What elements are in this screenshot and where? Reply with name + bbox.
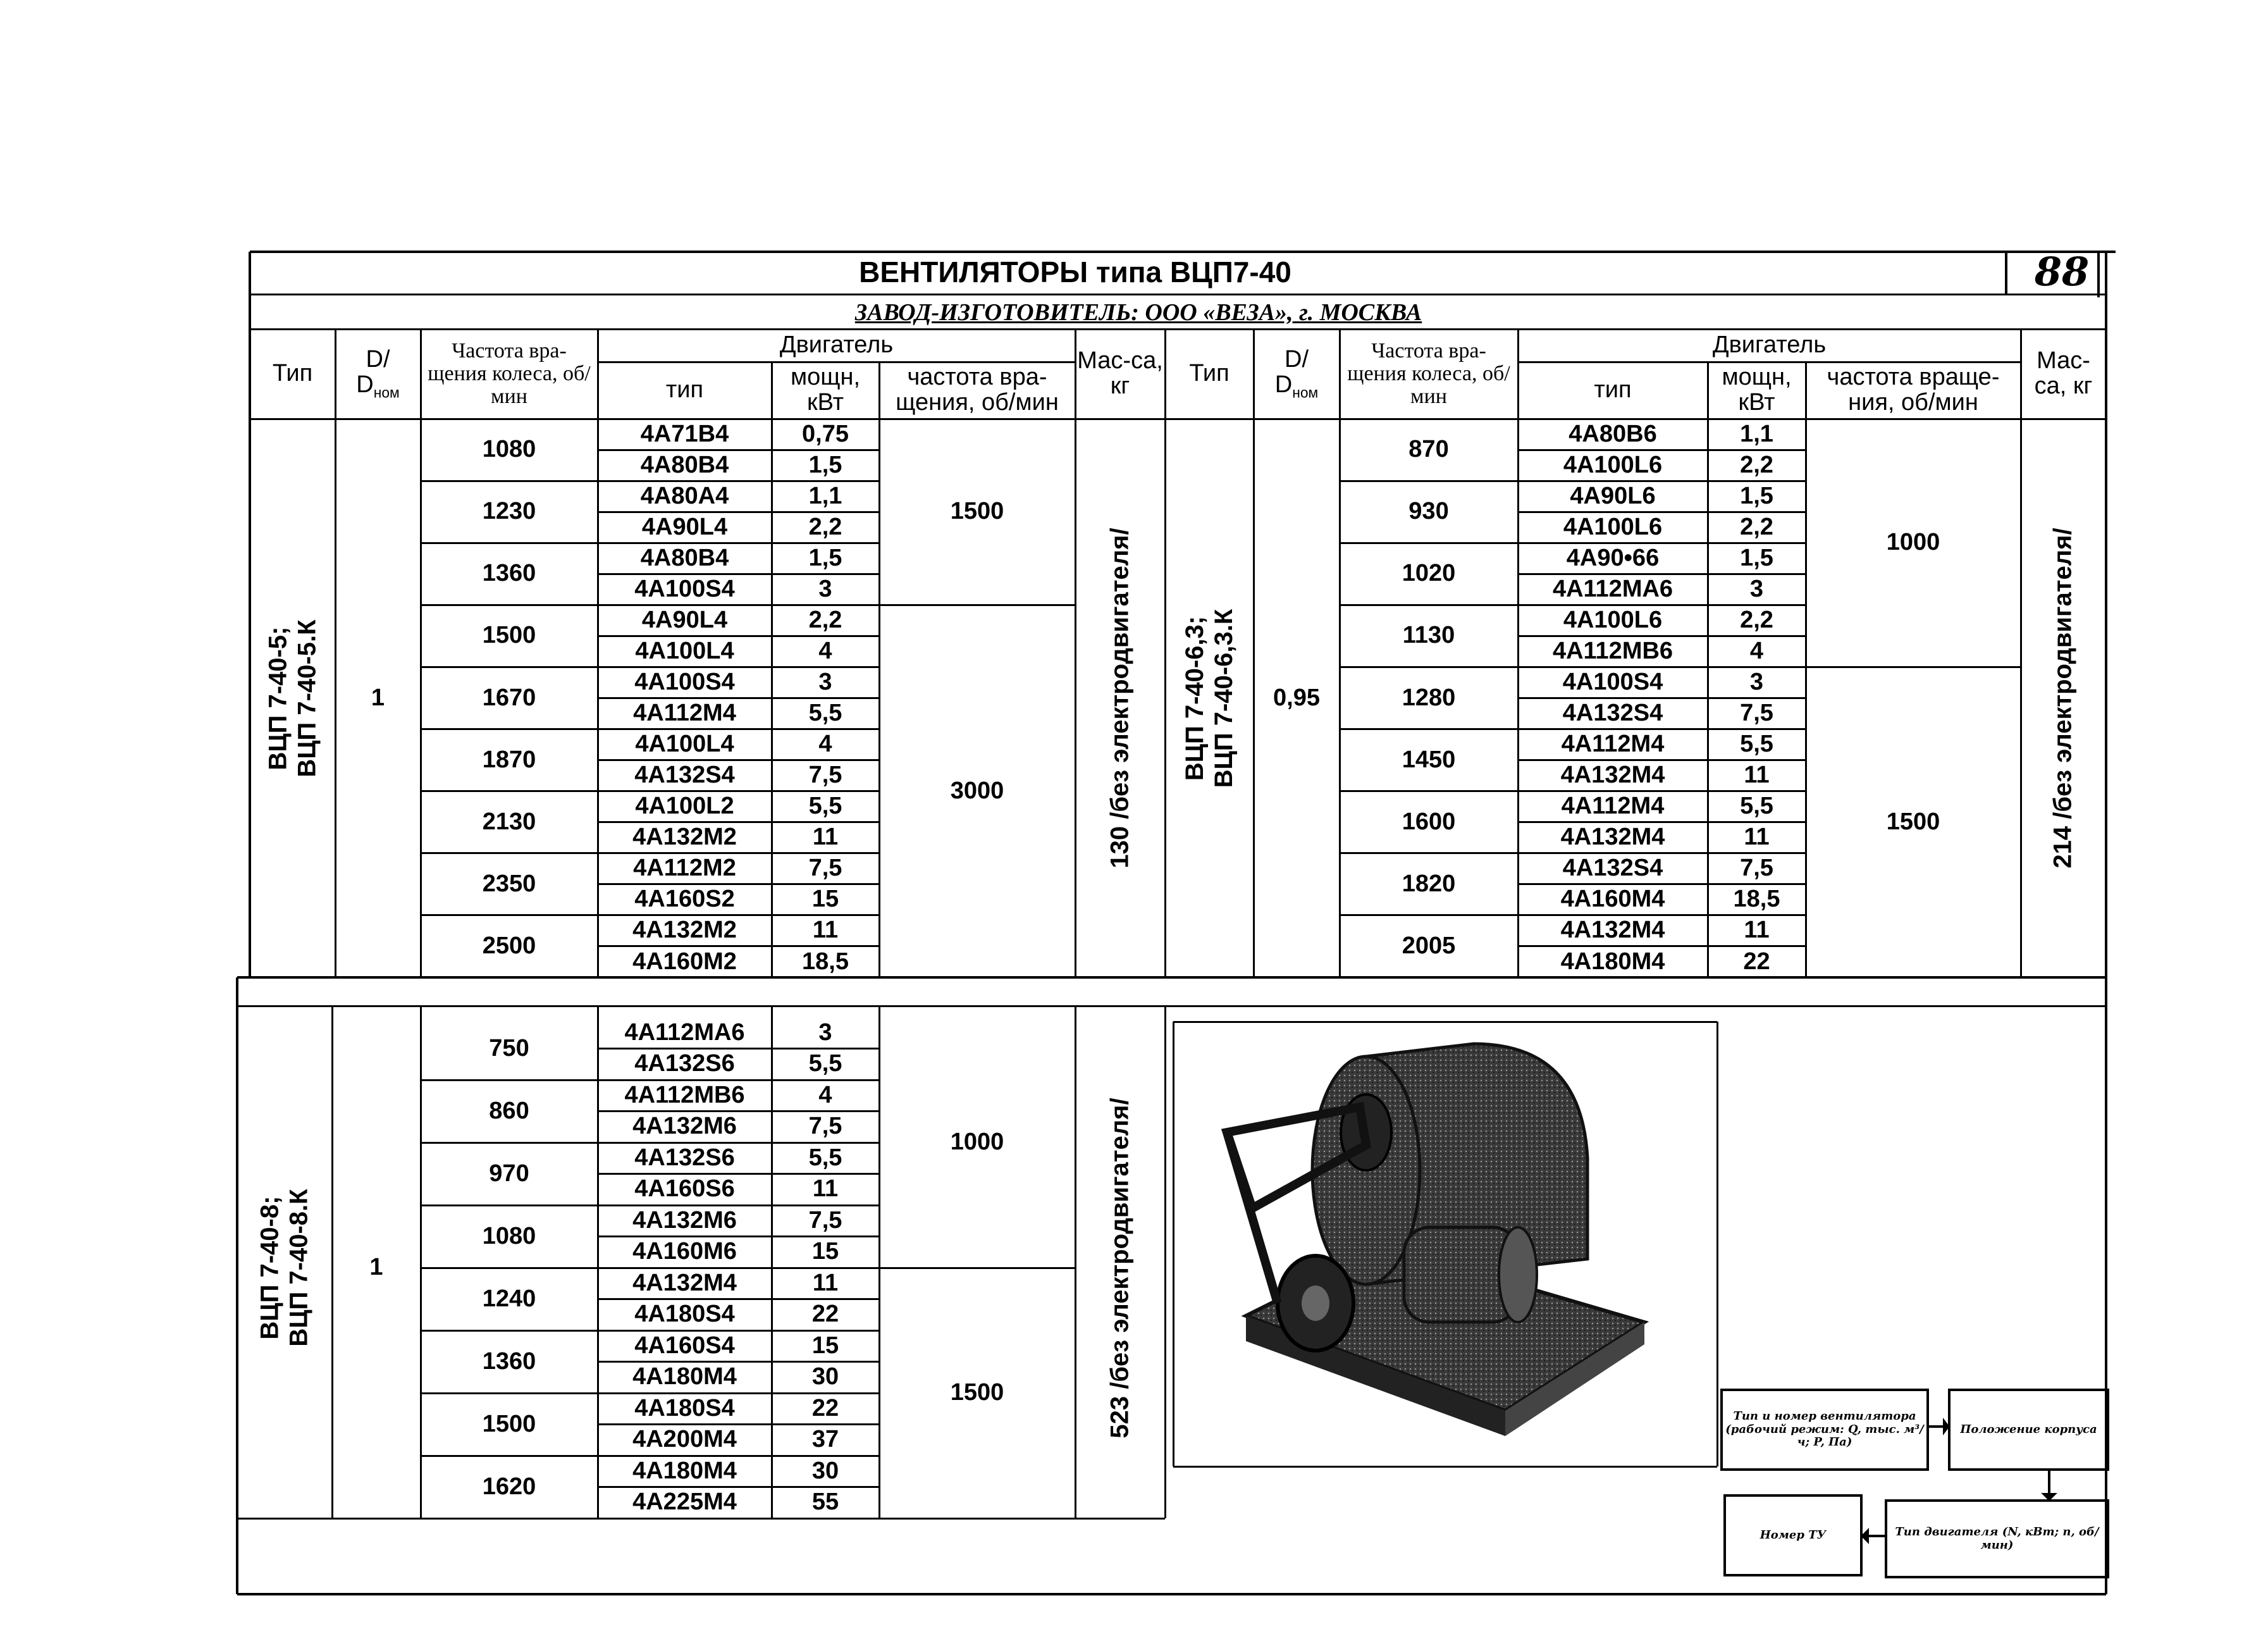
- left-mass: 130 /без электродвигателя/: [1106, 528, 1134, 869]
- right-motor-power: 7,5: [1740, 700, 1773, 727]
- diagram-box-housing-position: Положение корпуса: [1948, 1389, 2109, 1471]
- right-motor-speed: 1000: [1886, 529, 1940, 556]
- right-wheel-speed: 1820: [1402, 870, 1456, 897]
- left-header-power: мощн, кВт: [790, 364, 861, 416]
- left-header-motor-type: тип: [665, 376, 704, 404]
- left-header-motor-speed: частота вра-щения, об/мин: [896, 364, 1059, 416]
- page-number: 88: [2034, 249, 2090, 295]
- right-motor-type: 4А112М4: [1561, 731, 1665, 758]
- right-motor-power: 4: [1749, 637, 1764, 664]
- bottom-motor-power: 11: [812, 1269, 839, 1296]
- right-motor-power: 2,2: [1740, 606, 1773, 633]
- left-wheel-speed: 1500: [482, 622, 536, 649]
- right-d-value: 0,95: [1273, 684, 1320, 711]
- left-wheel-speed: 2350: [482, 870, 536, 897]
- bottom-motor-type: 4А180S4: [634, 1394, 735, 1421]
- bottom-fan-type: ВЦП 7-40-8; ВЦП 7-40-8.К: [256, 1189, 313, 1347]
- left-motor-speed: 1500: [950, 498, 1004, 525]
- bottom-motor-type: 4А200М4: [632, 1426, 737, 1453]
- right-motor-power: 3: [1749, 575, 1764, 602]
- right-header-motor-speed: частота враще-ния, об/мин: [1827, 364, 2000, 416]
- bottom-d-value: 1: [369, 1254, 383, 1281]
- bottom-motor-type: 4А160S4: [634, 1332, 735, 1359]
- bottom-motor-type: 4А225М4: [632, 1489, 737, 1516]
- page-title: ВЕНТИЛЯТОРЫ типа ВЦП7-40: [859, 255, 1291, 288]
- left-motor-power: 18,5: [802, 948, 849, 975]
- left-motor-speed: 3000: [950, 777, 1004, 804]
- bottom-wheel-speed: 1620: [482, 1473, 536, 1500]
- left-wheel-speed: 2500: [482, 932, 536, 959]
- left-motor-type: 4А80В4: [640, 544, 729, 571]
- right-motor-power: 2,2: [1740, 513, 1773, 540]
- left-wheel-speed: 1360: [482, 560, 536, 587]
- left-header-type: Тип: [272, 360, 313, 387]
- left-motor-power: 3: [818, 669, 832, 696]
- right-motor-type: 4А100L6: [1563, 513, 1663, 540]
- bottom-motor-power: 22: [811, 1301, 839, 1328]
- right-wheel-speed: 1600: [1402, 808, 1456, 835]
- right-header-type: Тип: [1189, 360, 1230, 387]
- diagram-box-spec-number: Номер ТУ: [1723, 1494, 1863, 1576]
- right-motor-power: 5,5: [1740, 793, 1773, 820]
- bottom-motor-power: 3: [818, 1019, 832, 1046]
- right-motor-type: 4А132М4: [1560, 917, 1665, 944]
- right-motor-speed: 1500: [1886, 808, 1940, 835]
- right-header-d: D/ $D_{ном}$: [1274, 345, 1319, 401]
- bottom-motor-power: 11: [812, 1175, 839, 1203]
- left-motor-type: 4А71В4: [640, 420, 729, 447]
- bottom-motor-power: 22: [811, 1394, 839, 1421]
- bottom-wheel-speed: 1500: [482, 1410, 536, 1437]
- bottom-motor-type: 4А132S6: [634, 1144, 735, 1171]
- right-motor-power: 11: [1744, 762, 1770, 789]
- right-header-wheel-speed: Частота вра-щения колеса, об/мин: [1347, 339, 1510, 408]
- right-motor-type: 4А132М4: [1560, 762, 1665, 789]
- right-wheel-speed: 930: [1408, 498, 1449, 525]
- bottom-motor-type: 4А180М4: [632, 1363, 737, 1390]
- left-motor-type: 4А112М4: [633, 700, 736, 727]
- left-motor-power: 11: [812, 917, 839, 944]
- bottom-motor-power: 7,5: [808, 1113, 842, 1140]
- right-motor-type: 4А160М4: [1560, 886, 1665, 913]
- right-motor-type: 4А132М4: [1560, 824, 1665, 851]
- right-wheel-speed: 1130: [1402, 622, 1455, 649]
- bottom-motor-power: 55: [811, 1489, 839, 1516]
- left-header-d: D/ $D_{ном}$: [356, 345, 400, 401]
- right-wheel-speed: 1450: [1402, 746, 1456, 773]
- bottom-motor-power: 15: [811, 1332, 839, 1359]
- bottom-motor-power: 4: [818, 1081, 832, 1108]
- right-motor-type: 4А100L6: [1563, 451, 1663, 478]
- right-wheel-speed: 2005: [1402, 932, 1456, 959]
- manufacturer-line: ЗАВОД-ИЗГОТОВИТЕЛЬ: ООО «ВЕЗА», г. МОСКВА: [854, 299, 1422, 326]
- bottom-motor-power: 30: [811, 1457, 839, 1484]
- left-motor-type: 4А80В4: [640, 451, 729, 478]
- right-fan-type: ВЦП 7-40-6,3; ВЦП 7-40-6,3.К: [1181, 609, 1238, 788]
- right-motor-type: 4А112МА6: [1552, 575, 1673, 602]
- left-motor-type: 4А100L2: [635, 793, 734, 820]
- right-header-motor: Двигатель: [1712, 331, 1827, 359]
- bottom-motor-type: 4А132М4: [632, 1269, 737, 1296]
- right-motor-power: 1,5: [1740, 544, 1773, 571]
- bottom-mass: 523 /без электродвигателя/: [1106, 1097, 1134, 1439]
- bottom-wheel-speed: 970: [489, 1160, 529, 1187]
- left-header-motor: Двигатель: [779, 331, 894, 359]
- bottom-motor-power: 7,5: [808, 1206, 842, 1234]
- left-header-wheel-speed: Частота вра-щения колеса, об/мин: [428, 339, 591, 408]
- right-motor-power: 2,2: [1740, 451, 1773, 478]
- bottom-motor-type: 4А160S6: [634, 1175, 735, 1203]
- right-header-power: мощн, кВт: [1722, 364, 1792, 416]
- bottom-motor-type: 4А132М6: [632, 1206, 737, 1234]
- right-motor-type: 4А100L6: [1563, 606, 1663, 633]
- left-motor-type: 4А132S4: [634, 762, 735, 789]
- right-motor-power: 1,1: [1740, 420, 1773, 447]
- bottom-motor-power: 30: [811, 1363, 839, 1390]
- bottom-motor-type: 4А180S4: [634, 1301, 735, 1328]
- left-motor-power: 7,5: [808, 762, 842, 789]
- bottom-motor-type: 4А132S6: [634, 1050, 735, 1077]
- right-header-mass: Мас-са, кг: [2034, 347, 2093, 399]
- bottom-motor-power: 5,5: [808, 1050, 842, 1077]
- right-motor-power: 1,5: [1740, 482, 1773, 509]
- left-wheel-speed: 2130: [482, 808, 536, 835]
- left-motor-type: 4А100L4: [635, 731, 734, 758]
- left-motor-power: 2,2: [808, 606, 842, 633]
- bottom-wheel-speed: 1360: [482, 1347, 536, 1375]
- right-motor-type: 4А100S4: [1562, 669, 1663, 696]
- bottom-motor-type: 4А112МА6: [624, 1019, 745, 1046]
- right-mass: 214 /без электродвигателя/: [2049, 528, 2078, 869]
- bottom-motor-power: 37: [811, 1426, 839, 1453]
- left-motor-type: 4А112М2: [633, 855, 736, 882]
- bottom-motor-type: 4А132М6: [632, 1113, 737, 1140]
- left-motor-power: 5,5: [808, 793, 842, 820]
- bottom-wheel-speed: 860: [489, 1097, 529, 1124]
- right-motor-power: 3: [1749, 669, 1764, 696]
- right-motor-type: 4А112МВ6: [1552, 637, 1673, 664]
- right-motor-type: 4А90L6: [1570, 482, 1656, 509]
- left-motor-power: 0,75: [802, 420, 849, 447]
- left-motor-power: 4: [818, 731, 832, 758]
- right-motor-power: 22: [1743, 948, 1770, 975]
- right-motor-power: 11: [1744, 824, 1770, 851]
- right-motor-type: 4А132S4: [1562, 855, 1663, 882]
- left-header-mass: Мас-са, кг: [1077, 347, 1163, 399]
- right-wheel-speed: 1280: [1402, 684, 1456, 711]
- left-motor-power: 1,5: [808, 544, 842, 571]
- diagram-box-fan-type: Тип и номер вентилятора (рабочий режим: Q, тыс. м³/ч; P, Па): [1720, 1389, 1929, 1471]
- left-motor-type: 4А160S2: [634, 886, 735, 913]
- bottom-motor-power: 15: [811, 1238, 839, 1265]
- bottom-motor-type: 4А180М4: [632, 1457, 737, 1484]
- left-motor-power: 1,5: [808, 451, 842, 478]
- left-wheel-speed: 1670: [482, 684, 536, 711]
- left-motor-type: 4А100L4: [635, 637, 734, 664]
- left-motor-power: 4: [818, 637, 832, 664]
- right-wheel-speed: 870: [1408, 436, 1449, 463]
- left-motor-power: 1,1: [808, 482, 842, 509]
- left-motor-type: 4А132М2: [632, 824, 737, 851]
- right-motor-type: 4А180М4: [1560, 948, 1665, 975]
- left-d-value: 1: [371, 684, 385, 711]
- left-motor-power: 2,2: [808, 513, 842, 540]
- left-wheel-speed: 1080: [482, 436, 536, 463]
- right-motor-type: 4А112М4: [1561, 793, 1665, 820]
- left-wheel-speed: 1870: [482, 746, 536, 773]
- right-motor-power: 18,5: [1733, 886, 1780, 913]
- bottom-wheel-speed: 1240: [482, 1285, 536, 1312]
- bottom-motor-speed: 1500: [950, 1379, 1004, 1406]
- right-motor-power: 11: [1744, 917, 1770, 944]
- left-motor-type: 4А90L4: [641, 513, 728, 540]
- right-wheel-speed: 1020: [1402, 560, 1456, 587]
- left-motor-type: 4А160М2: [632, 948, 737, 975]
- right-motor-power: 5,5: [1740, 731, 1773, 758]
- left-motor-power: 3: [818, 575, 832, 602]
- right-header-motor-type: тип: [1594, 376, 1632, 404]
- left-motor-power: 7,5: [808, 855, 842, 882]
- bottom-motor-speed: 1000: [950, 1129, 1004, 1156]
- right-motor-type: 4А132S4: [1562, 700, 1663, 727]
- bottom-motor-type: 4А112МВ6: [624, 1081, 745, 1108]
- diagram-box-motor-type: Тип двигателя (N, кВт; n, об/мин): [1885, 1499, 2109, 1578]
- left-motor-type: 4А132М2: [632, 917, 737, 944]
- left-wheel-speed: 1230: [482, 498, 536, 525]
- left-motor-type: 4А80А4: [640, 482, 729, 509]
- left-motor-type: 4А100S4: [634, 575, 735, 602]
- left-fan-type: ВЦП 7-40-5; ВЦП 7-40-5.К: [264, 619, 321, 777]
- left-motor-power: 5,5: [808, 700, 842, 727]
- left-motor-power: 15: [811, 886, 839, 913]
- left-motor-type: 4А90L4: [641, 606, 728, 633]
- bottom-motor-power: 5,5: [808, 1144, 842, 1171]
- bottom-wheel-speed: 1080: [482, 1222, 536, 1249]
- right-motor-power: 7,5: [1740, 855, 1773, 882]
- left-motor-type: 4А100S4: [634, 669, 735, 696]
- bottom-motor-type: 4А160М6: [632, 1238, 737, 1265]
- right-motor-type: 4А80В6: [1568, 420, 1657, 447]
- bottom-wheel-speed: 750: [489, 1034, 529, 1062]
- right-motor-type: 4А90•66: [1566, 544, 1660, 571]
- left-motor-power: 11: [812, 824, 839, 851]
